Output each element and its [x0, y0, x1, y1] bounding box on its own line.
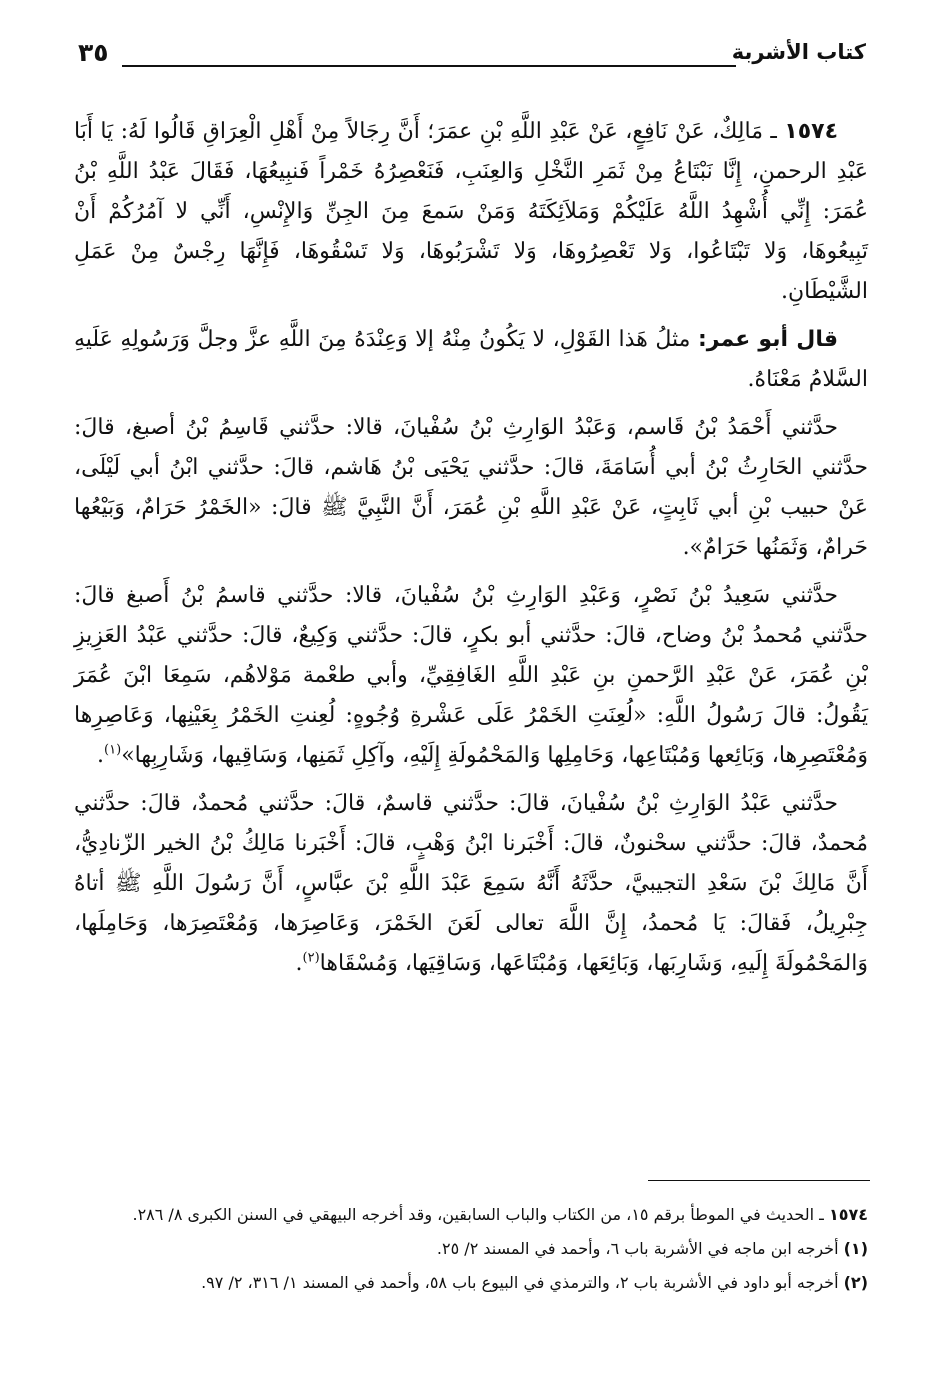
- footnotes: [74, 1200, 868, 1302]
- footnote-number: (٢): [843, 1273, 868, 1292]
- footnote-ref[interactable]: (٢): [302, 950, 320, 966]
- commentary-paragraph: [74, 320, 868, 400]
- commentary-text: مثلُ هَذا القَوْلِ، لا يَكُونُ مِنْهُ إلا وَعِنْدَهُ مِنَ اللَّهِ عزَّ وجلَّ وَرَسُولِهِ عَلَيهِ السَّلامُ مَعْنَاهُ.: [74, 327, 868, 392]
- footnote-text: أخرجه ابن ماجه في الأشربة باب ٦، وأحمد في المسند ٢/ ٢٥.: [436, 1239, 839, 1258]
- book-title: كتاب الأشربة: [731, 40, 866, 64]
- commentary-speaker: قال أبو عمر:: [697, 327, 838, 352]
- running-header: [78, 38, 866, 72]
- hadith-paragraph: [74, 112, 868, 312]
- footnote: [74, 1234, 868, 1264]
- hadith-number: ١٥٧٤: [784, 119, 838, 144]
- footnote-text: أخرجه أبو داود في الأشربة باب ٢، والترمذي في البيوع باب ٥٨، وأحمد في المسند ١/ ٣١٦، ٢/ ٩٧.: [201, 1273, 839, 1292]
- chain-text: حدَّثني أَحْمَدُ بْنُ قَاسم، وَعَبْدُ الوَارِثِ بْنُ سُفْيانَ، قالا: حدَّثني قَاسِمُ بْنُ أصبغ، قالَ: حدَّثني الحَارِثُ بْنُ أبي أُسَامَةَ، قالَ: حدَّثني يَحْيَى بْنُ هَاشم، قالَ: حدَّثني ابْنُ أبي لَيْلَى، عَنْ حبيب بْنِ أبي ثَابِتٍ، عَنْ عَبْدِ اللَّهِ بْنِ عُمَرَ، أَنَّ النَّبِيَّ ﷺ قالَ: «الخَمْرُ حَرَامٌ، وَبَيْعُها حَرامٌ، وَثَمَنُها حَرَامٌ».: [74, 415, 868, 560]
- footnote-rule: [648, 1180, 870, 1181]
- hadith-text: ـ مَالِكٌ، عَنْ نَافِعٍ، عَنْ عَبْدِ اللَّهِ بْنِ عمَرَ؛ أَنَّ رِجَالاً مِنْ أَهْلِ الْعِرَاقِ قَالُوا لَهُ: يَا أَبَا عَبْدِ الرحمنِ، إِنَّا نَبْتَاعُ مِنْ ثَمَرِ النَّخْلِ وَالعِنَبِ، فَنَعْصِرُهُ خَمْراً فَنبِيعُهَا، فَقَالَ عَبْدُ اللَّهِ بْنُ عُمَرَ: إِنِّي أُشْهِدُ اللَّهُ عَلَيْكُمْ وَمَلاَئِكَتَهُ وَمَنْ سَمعَ مِنَ الجِنِّ وَالإِنْسِ، أَنِّي لا آمُرُكُمْ أَنْ تَبِيعُوهَا، وَلا تَبْتَاعُوا، وَلا تَعْصِرُوهَا، وَلا تَشْرَبُوهَا، وَلا تَسْقُوهَا، فَإِنَّهَا رِجْسٌ مِنْ عَمَلِ الشَّيْطَانِ.: [74, 119, 868, 304]
- page-number: ٣٥: [78, 38, 109, 67]
- main-text: [74, 112, 868, 984]
- header-rule: [122, 65, 736, 67]
- footnote-number: ١٥٧٤: [828, 1205, 868, 1224]
- footnote-ref[interactable]: (١): [104, 742, 122, 758]
- footnote: [74, 1200, 868, 1230]
- footnote-text: ـ الحديث في الموطأ برقم ١٥، من الكتاب والباب السابقين، وقد أخرجه البيهقي في السنن الكبرى ٨/ ٢٨٦.: [132, 1205, 824, 1224]
- footnote-number: (١): [843, 1239, 868, 1258]
- footnote: [74, 1268, 868, 1298]
- chain-text: حدَّثني عَبْدُ الوَارِثِ بْنُ سُفْيانَ، قالَ: حدَّثني قاسمٌ، قالَ: حدَّثني مُحمدٌ، قالَ: حدَّثني مُحمدٌ، قالَ: حدَّثني سحْنونٌ، قالَ: أَخْبَرنا ابْنُ وَهْبٍ، قالَ: أَخْبَرنا مَالِكُ بْنُ الخير الزّنادِيُّ، أَنَّ مَالِكَ بْنَ سَعْدِ التجيبيَّ، حدَّثَهُ أَنَّهُ سَمِعَ عَبْدَ اللَّهِ بْنَ عبَّاسٍ، أَنَّ رَسُولَ اللَّهِ ﷺ أتاهُ جِبْرِيلُ، فَقالَ: يَا مُحمدُ، إِنَّ اللَّهَ تعالى لَعَنَ الخَمْرَ، وَعَاصِرَها، وَمُعْتَصِرَها، وَحَامِلَها، وَالمَحْمُولَةَ إِلَيهِ، وَشَارِبَها، وَبَائِعَها، وَمُبْتَاعَها، وَسَاقِيَها، وَمُسْقَاها: [74, 791, 868, 976]
- chain-paragraph-2: حدَّثني سَعِيدُ بْنُ نَصْرٍ، وَعَبْدِ الوَارِثِ بْنُ سُفْيانَ، قالا: حدَّثني قاسمُ بْنُ أَصبغ قالَ: حدَّثني مُحمدُ بْنُ وضاح، قالَ: حدَّثني أبو بكرٍ، قالَ: حدَّثني وَكِيعٌ، قالَ: حدَّثني عَبْدُ العَزِيزِ بْنِ عُمَرَ، عَنْ عَبْدِ الرَّحمنِ بنِ عَبْدِ اللَّهِ الغَافِقِيِّ، وأبي طعْمة مَوْلاهُم، سَمِعَا ابْنَ عُمَرَ يَقُولُ: قالَ رَسُولُ اللَّهِ: «لُعِنَتِ الخَمْرُ عَلَى عَشْرةِ وُجُوهٍ: لُعِنتِ الخَمْرُ بِعَيْنِها، وَعَاصِرِها وَمُعْتَصِرِها، وَبَائِعها وَمُبْتَاعِها، وَحَامِلِها وَالمَحْمُولَةِ إِلَيْهِ، وآكِلِ ثَمَنِها، وَسَاقِيها، وَشَارِبِها»$^{(١)}$.: [74, 583, 868, 768]
- chain-paragraph-3: حدَّثني عَبْدُ الوَارِثِ بْنُ سُفْيانَ، قالَ: حدَّثني قاسمٌ، قالَ: حدَّثني مُحمدٌ، قالَ: حدَّثني مُحمدٌ، قالَ: حدَّثني سحْنونٌ، قالَ: أَخْبَرنا ابْنُ وَهْبٍ، قالَ: أَخْبَرنا مَالِكُ بْنُ الخير الزّنادِيُّ، أَنَّ مَالِكَ بْنَ سَعْدِ التجيبيَّ، حدَّثَهُ أَنَّهُ سَمِعَ عَبْدَ اللَّهِ بْنَ عبَّاسٍ، أَنَّ رَسُولَ اللَّهِ ﷺ أتاهُ جِبْرِيلُ، فَقالَ: يَا مُحمدُ، إِنَّ اللَّهَ تعالى لَعَنَ الخَمْرَ، وَعَاصِرَها، وَمُعْتَصِرَها، وَحَامِلَها، وَالمَحْمُولَةَ إِلَيهِ، وَشَارِبَها، وَبَائِعَها، وَمُبْتَاعَها، وَسَاقِيَها، وَمُسْقَاها$^{(٢)}$.: [74, 791, 868, 976]
- chain-paragraph-1: [74, 408, 868, 568]
- chain-text: حدَّثني سَعِيدُ بْنُ نَصْرٍ، وَعَبْدِ الوَارِثِ بْنُ سُفْيانَ، قالا: حدَّثني قاسمُ بْنُ أَصبغ قالَ: حدَّثني مُحمدُ بْنُ وضاح، قالَ: حدَّثني أبو بكرٍ، قالَ: حدَّثني وَكِيعٌ، قالَ: حدَّثني عَبْدُ العَزِيزِ بْنِ عُمَرَ، عَنْ عَبْدِ الرَّحمنِ بنِ عَبْدِ اللَّهِ الغَافِقِيِّ، وأبي طعْمة مَوْلاهُم، سَمِعَا ابْنَ عُمَرَ يَقُولُ: قالَ رَسُولُ اللَّهِ: «لُعِنَتِ الخَمْرُ عَلَى عَشْرةِ وُجُوهٍ: لُعِنتِ الخَمْرُ بِعَيْنِها، وَعَاصِرِها وَمُعْتَصِرِها، وَبَائِعها وَمُبْتَاعِها، وَحَامِلِها وَالمَحْمُولَةِ إِلَيْهِ، وآكِلِ ثَمَنِها، وَسَاقِيها، وَشَارِبِها»: [74, 583, 868, 768]
